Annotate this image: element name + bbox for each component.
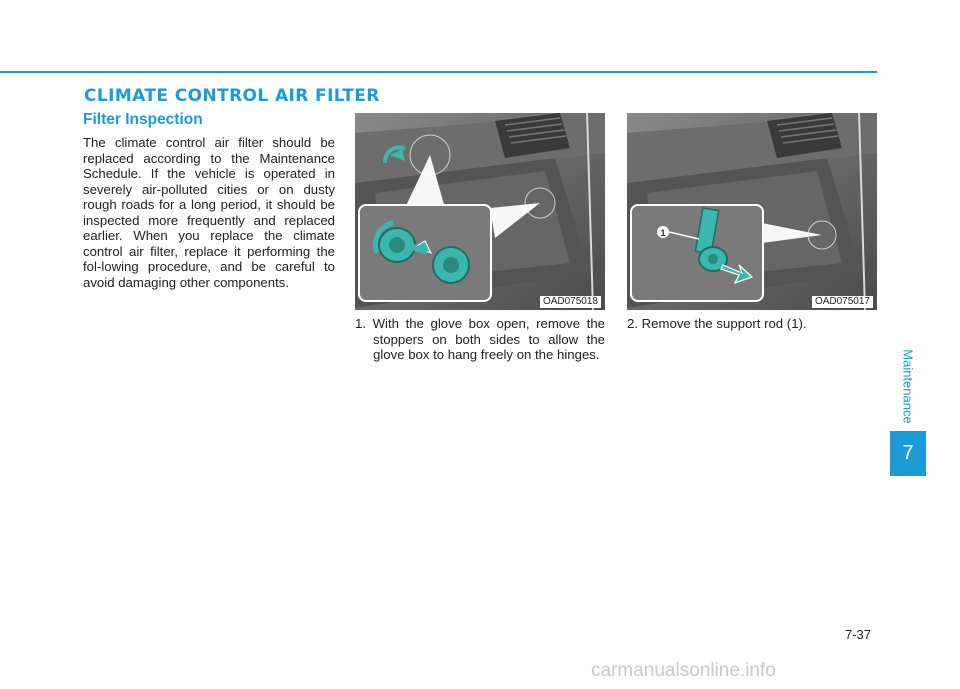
top-rule (0, 71, 877, 73)
figure-code: OAD075017 (812, 296, 873, 308)
subsection-title: Filter Inspection (83, 111, 203, 128)
support-rod-figure (627, 113, 877, 310)
glove-box-stopper-figure (355, 113, 605, 310)
page-number: 7-37 (845, 627, 872, 642)
glove-box-stopper-illustration (355, 113, 605, 310)
support-rod-illustration (627, 113, 877, 310)
watermark: carmanualsonline.info (591, 660, 776, 681)
step-1-text: 1. With the glove box open, remove the stoppers on both sides to allow the glove box to hang freely on the hinges. (355, 316, 605, 362)
chapter-side-label (893, 341, 923, 431)
step-2-text: 2. Remove the support rod (1). (627, 316, 807, 331)
figure-code: OAD075018 (540, 296, 601, 308)
body-paragraph: The climate control air filter should be replaced according to the Maintenance Schedule. If the vehicle is operated in severely air-polluted cities or on dusty rough roads for a long period, it should be inspected more frequently and replaced earlier. When you replace the climate control air filter, replace it performing the fol-lowing procedure, and be careful to avoid damaging other components. (83, 135, 335, 290)
chapter-name: Maintenance (900, 348, 916, 424)
section-title: CLIMATE CONTROL AIR FILTER (84, 86, 380, 106)
callout-number: 1 (660, 228, 666, 238)
chapter-tab: 7 (890, 431, 926, 476)
